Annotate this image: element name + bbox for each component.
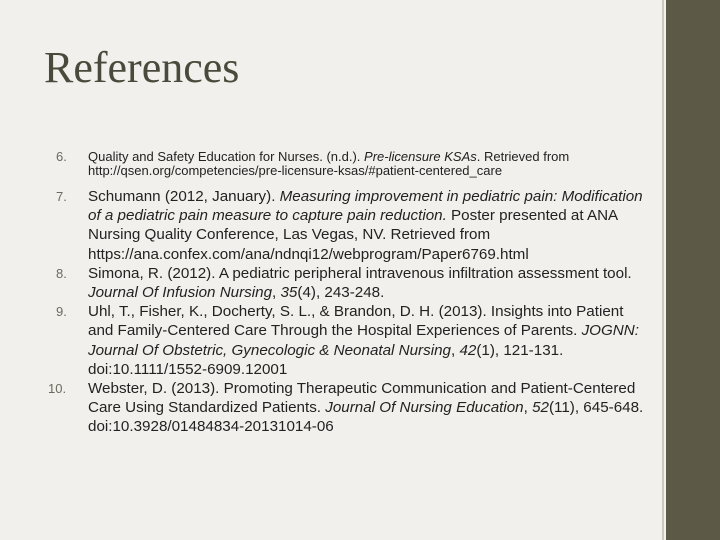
reference-volume: 52 [532,399,549,417]
reference-item [40,187,652,264]
reference-text [88,302,652,379]
reference-author: Webster, D. (2013). Promoting Therapeutic Communication and Patient-Centered Care Using Standardized Patients. [88,380,636,417]
reference-item [40,264,652,302]
reference-volume: 35 [280,284,298,302]
reference-author: Uhl, T., Fisher, K., Docherty, S. L., & Brandon, D. H. (2013). Insights into Patient and Family-Centered Care Through the Hospital Experiences of Parents. [88,303,624,340]
reference-number: 9. [56,304,67,320]
reference-text [88,150,652,178]
reference-source: Poster presented at ANA Nursing Quality Conference, Las Vegas, NV. Retrieved from https://ana.confex.com/ana/ndnqi12/webprogram/Paper6769.html [88,207,618,263]
side-divider-line [662,0,664,540]
reference-journal: Journal Of Infusion Nursing [88,284,273,302]
reference-item [40,150,652,178]
reference-separator: , [272,284,281,302]
page-title: References [44,43,240,92]
reference-item [40,302,652,379]
reference-number: 10. [48,381,67,397]
reference-journal: JOGNN: Journal Of Obstetric, Gynecologic & Neonatal Nursing [88,322,639,359]
reference-source: . Retrieved from http://qsen.org/competencies/pre-licensure-ksas/#patient-centered_care [88,149,570,178]
reference-journal: Journal Of Nursing Education [325,399,524,417]
reference-number: 8. [56,265,67,281]
reference-text [88,187,652,264]
reference-list [40,150,652,437]
reference-separator: , [523,399,533,417]
reference-number: 6. [56,149,67,164]
reference-title: Measuring improvement in pediatric pain: Modification of a pediatric pain measure to capture pain reduction. [88,188,643,225]
reference-separator: , [450,341,460,359]
reference-pages: (4), 243-248. [297,284,385,302]
reference-pages: (1), 121-131. doi:10.1111/1552-6909.12001 [88,341,564,378]
reference-item [40,379,652,437]
reference-title: Pre-licensure KSAs [364,149,477,164]
reference-text [88,264,652,302]
reference-pages: (11), 645-648. doi:10.3928/01484834-20131014-06 [88,399,644,436]
reference-number: 7. [56,189,67,204]
reference-volume: 42 [459,341,477,359]
reference-author: Schumann (2012, January). [88,188,280,205]
side-decor-band [666,0,720,540]
reference-text [88,379,652,437]
reference-author: Simona, R. (2012). A pediatric peripheral intravenous infiltration assessment tool. [88,264,632,282]
reference-author: Quality and Safety Education for Nurses. (n.d.). [88,149,365,164]
